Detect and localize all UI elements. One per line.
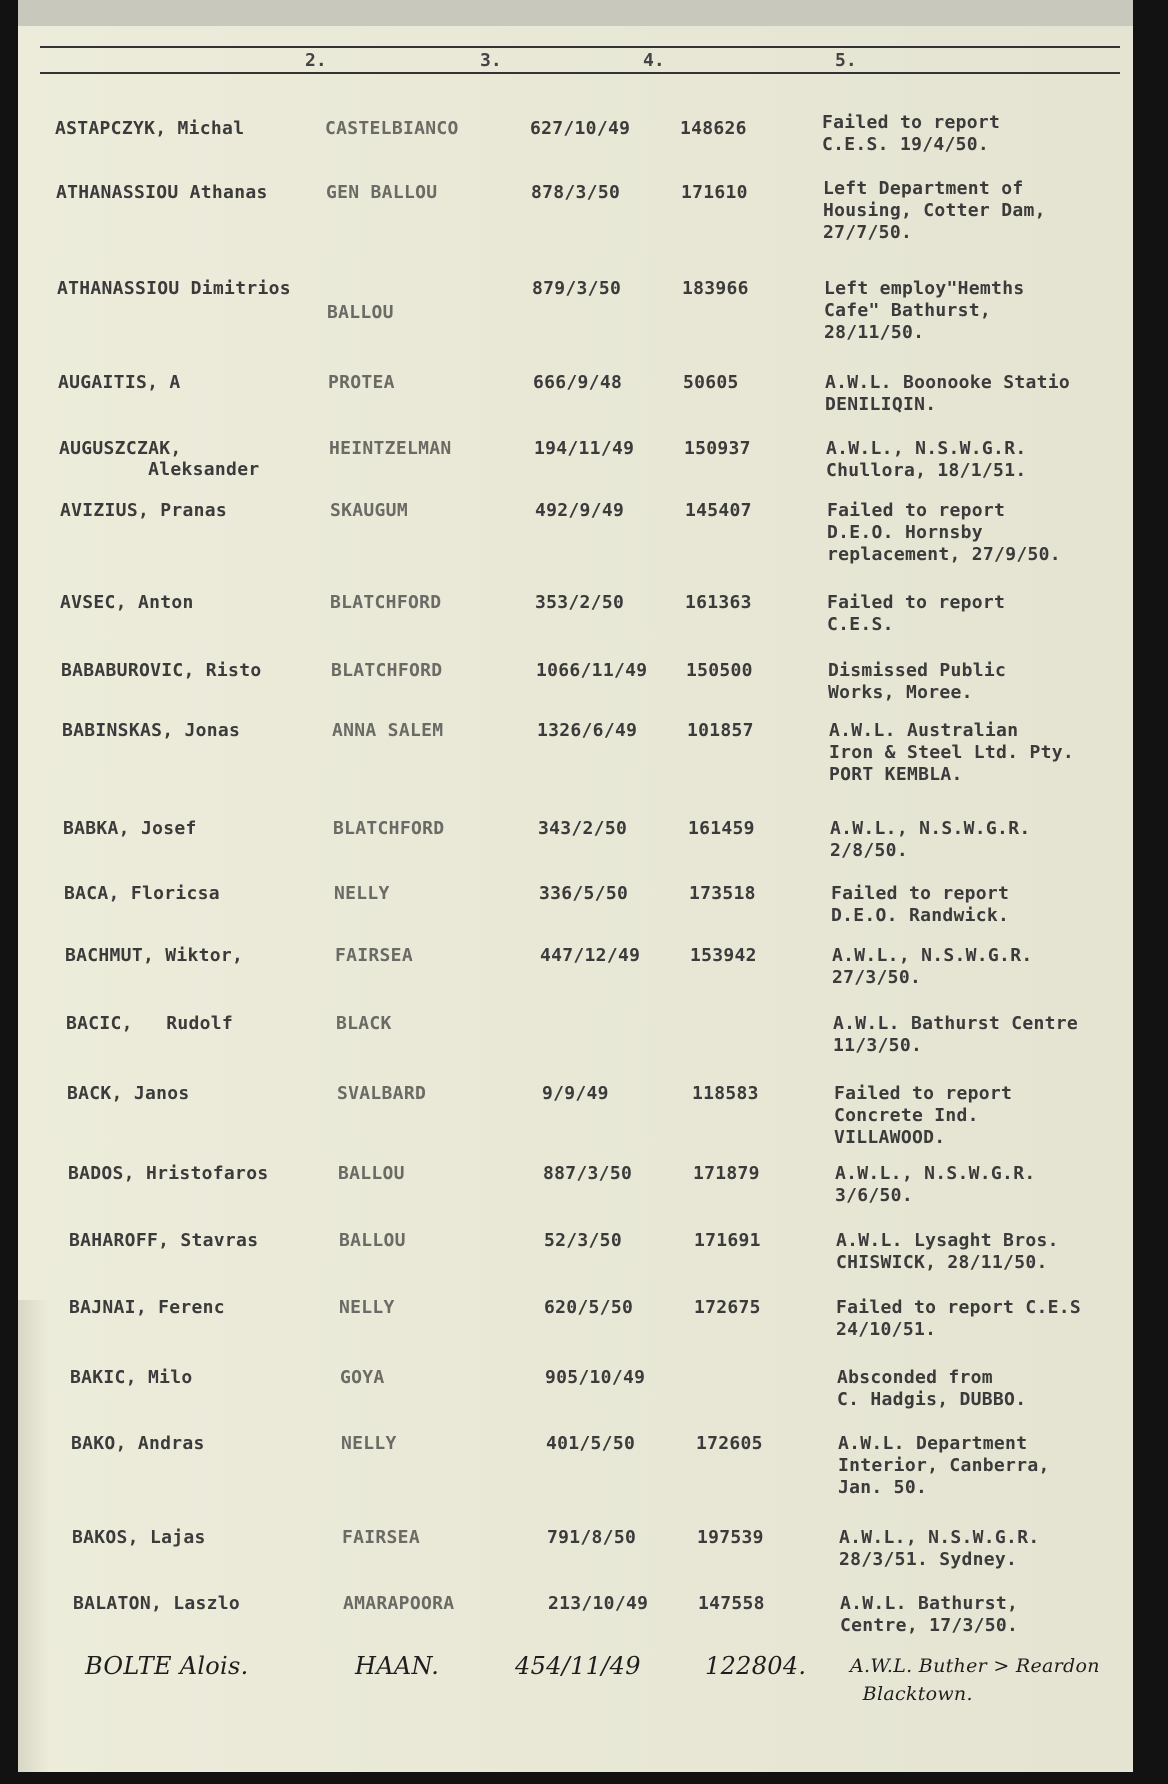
entry-number: 161459: [688, 818, 755, 839]
entry-name: BAKIC, Milo: [70, 1367, 193, 1388]
entry-name: BALATON, Laszlo: [73, 1593, 241, 1614]
entry-number: 171879: [693, 1163, 760, 1184]
entry-ref: 343/2/50: [538, 818, 628, 839]
entry-ship: NELLY: [339, 1297, 395, 1318]
entry-ref: 336/5/50: [539, 883, 629, 904]
entry-name: BAKO, Andras: [71, 1433, 205, 1454]
entry-ship: GEN BALLOU: [326, 182, 438, 203]
entry-remarks: Left employ"Hemths Cafe" Bathurst, 28/11/50.: [824, 278, 1025, 343]
entry-remarks: A.W.L. Australian Iron & Steel Ltd. Pty. PORT KEMBLA.: [829, 720, 1075, 785]
entry-number: 171691: [694, 1230, 761, 1251]
entry-ship: BLACK: [336, 1013, 392, 1034]
entry-ref: 627/10/49: [530, 118, 631, 139]
entry-remarks: A.W.L., N.S.W.G.R. 27/3/50.: [832, 945, 1033, 988]
entry-number: 153942: [690, 945, 757, 966]
entry-remarks: Failed to report C.E.S. 19/4/50.: [822, 112, 1001, 155]
entry-ref: 1326/6/49: [537, 720, 638, 741]
entry-ref: 620/5/50: [544, 1297, 634, 1318]
entry-ship: SVALBARD: [337, 1083, 427, 1104]
entry-number: 145407: [685, 500, 752, 521]
entry-remarks: A.W.L., N.S.W.G.R. Chullora, 18/1/51.: [826, 438, 1027, 481]
entry-remarks: A.W.L. Department Interior, Canberra, Jan. 50.: [838, 1433, 1050, 1498]
entry-ship: BLATCHFORD: [331, 660, 443, 681]
entry-remarks: Left Department of Housing, Cotter Dam, 27/7/50.: [823, 178, 1046, 243]
column-number-5: 5.: [835, 50, 857, 71]
entry-ref: 905/10/49: [545, 1367, 646, 1388]
entry-number: 148626: [680, 118, 747, 139]
entry-remarks: Failed to report C.E.S.: [827, 592, 1006, 635]
entry-remarks: A.W.L., N.S.W.G.R. 2/8/50.: [830, 818, 1031, 861]
entry-remarks: A.W.L. Lysaght Bros. CHISWICK, 28/11/50.: [836, 1230, 1059, 1273]
header-rule-bottom: [40, 72, 1120, 74]
entry-ship: BLATCHFORD: [333, 818, 445, 839]
entry-name: BAKOS, Lajas: [72, 1527, 206, 1548]
entry-ref: 887/3/50: [543, 1163, 633, 1184]
entry-name: BADOS, Hristofaros: [68, 1163, 269, 1184]
entry-ref: 401/5/50: [546, 1433, 636, 1454]
entry-name: BAJNAI, Ferenc: [69, 1297, 225, 1318]
entry-name: BACK, Janos: [67, 1083, 190, 1104]
entry-number: 173518: [689, 883, 756, 904]
header-rule-top: [40, 46, 1120, 48]
entry-name: BABABUROVIC, Risto: [61, 660, 262, 681]
entry-remarks: A.W.L. Boonooke Statio DENILIQIN.: [825, 372, 1071, 415]
entry-ship: BALLOU: [339, 1230, 406, 1251]
entry-ship: AMARAPOORA: [343, 1593, 455, 1614]
entry-remarks: Failed to report Concrete Ind. VILLAWOOD.: [834, 1083, 1013, 1148]
entry-ref: 791/8/50: [547, 1527, 637, 1548]
entry-number: 150937: [684, 438, 751, 459]
entry-number: 171610: [681, 182, 748, 203]
entry-name: AUGUSZCZAK, Aleksander: [59, 438, 260, 480]
entry-name: AUGAITIS, A: [58, 372, 181, 393]
entry-ship: FAIRSEA: [335, 945, 413, 966]
entry-number: 50605: [683, 372, 739, 393]
column-number-2: 2.: [305, 50, 327, 71]
entry-remarks: Failed to report C.E.S 24/10/51.: [836, 1297, 1082, 1340]
entry-ship: BLATCHFORD: [330, 592, 442, 613]
entry-name: BAHAROFF, Stavras: [69, 1230, 259, 1251]
entry-name: BABKA, Josef: [63, 818, 197, 839]
entry-ship: FAIRSEA: [342, 1527, 420, 1548]
entry-remarks: Failed to report D.E.O. Randwick.: [831, 883, 1010, 926]
entry-number: 197539: [697, 1527, 764, 1548]
entry-remarks: A.W.L., N.S.W.G.R. 28/3/51. Sydney.: [839, 1527, 1040, 1570]
entry-ship: CASTELBIANCO: [325, 118, 459, 139]
entry-ref: 52/3/50: [544, 1230, 622, 1251]
entry-remarks: Dismissed Public Works, Moree.: [828, 660, 1007, 703]
entry-ref: 353/2/50: [535, 592, 625, 613]
page-top-strip: [18, 0, 1133, 26]
entry-remarks: A.W.L. Bathurst Centre 11/3/50.: [833, 1013, 1079, 1056]
entry-name: ATHANASSIOU Dimitrios: [57, 278, 291, 299]
entry-ship: SKAUGUM: [330, 500, 408, 521]
entry-ref: 879/3/50: [532, 278, 622, 299]
entry-ship: GOYA: [340, 1367, 385, 1388]
entry-remarks: Failed to report D.E.O. Hornsby replacement, 27/9/50.: [827, 500, 1061, 565]
entry-name: BACA, Floricsa: [64, 883, 220, 904]
entry-ship: ANNA SALEM: [332, 720, 444, 741]
entry-ship: HAAN.: [355, 1652, 440, 1680]
entry-name: ASTAPCZYK, Michal: [55, 118, 245, 139]
entry-number: 161363: [685, 592, 752, 613]
entry-remarks: A.W.L. Bathurst, Centre, 17/3/50.: [840, 1593, 1019, 1636]
torn-edge: [18, 1300, 48, 1772]
entry-name: BACHMUT, Wiktor,: [65, 945, 244, 966]
column-number-4: 4.: [643, 50, 665, 71]
entry-name: AVSEC, Anton: [60, 592, 194, 613]
entry-number: 150500: [686, 660, 753, 681]
entry-remarks: A.W.L., N.S.W.G.R. 3/6/50.: [835, 1163, 1036, 1206]
column-number-3: 3.: [480, 50, 502, 71]
entry-number: 122804.: [705, 1652, 807, 1680]
entry-ship: BALLOU: [338, 1163, 405, 1184]
entry-remarks: A.W.L. Buther > Reardon Blacktown.: [850, 1655, 1100, 1705]
entry-name: ATHANASSIOU Athanas: [56, 182, 268, 203]
entry-ref: 213/10/49: [548, 1593, 649, 1614]
entry-ref: 1066/11/49: [536, 660, 648, 681]
entry-number: 172605: [696, 1433, 763, 1454]
entry-number: 172675: [694, 1297, 761, 1318]
entry-remarks: Absconded from C. Hadgis, DUBBO.: [837, 1367, 1027, 1410]
entry-ship: NELLY: [334, 883, 390, 904]
entry-ship: BALLOU: [327, 302, 394, 323]
entry-ship: NELLY: [341, 1433, 397, 1454]
entry-ref: 194/11/49: [534, 438, 635, 459]
entry-ref: 492/9/49: [535, 500, 625, 521]
entry-ref: 878/3/50: [531, 182, 621, 203]
entry-name: BACIC, Rudolf: [66, 1013, 234, 1034]
entry-number: 183966: [682, 278, 749, 299]
entry-ref: 9/9/49: [542, 1083, 609, 1104]
entry-ref: 447/12/49: [540, 945, 641, 966]
entry-ref: 666/9/48: [533, 372, 623, 393]
entry-name: BABINSKAS, Jonas: [62, 720, 241, 741]
entry-ref: 454/11/49: [515, 1652, 641, 1680]
entry-number: 147558: [698, 1593, 765, 1614]
entry-ship: PROTEA: [328, 372, 395, 393]
entry-name: AVIZIUS, Pranas: [60, 500, 228, 521]
entry-ship: HEINTZELMAN: [329, 438, 452, 459]
entry-name: BOLTE Alois.: [85, 1652, 249, 1680]
entry-number: 118583: [692, 1083, 759, 1104]
entry-number: 101857: [687, 720, 754, 741]
